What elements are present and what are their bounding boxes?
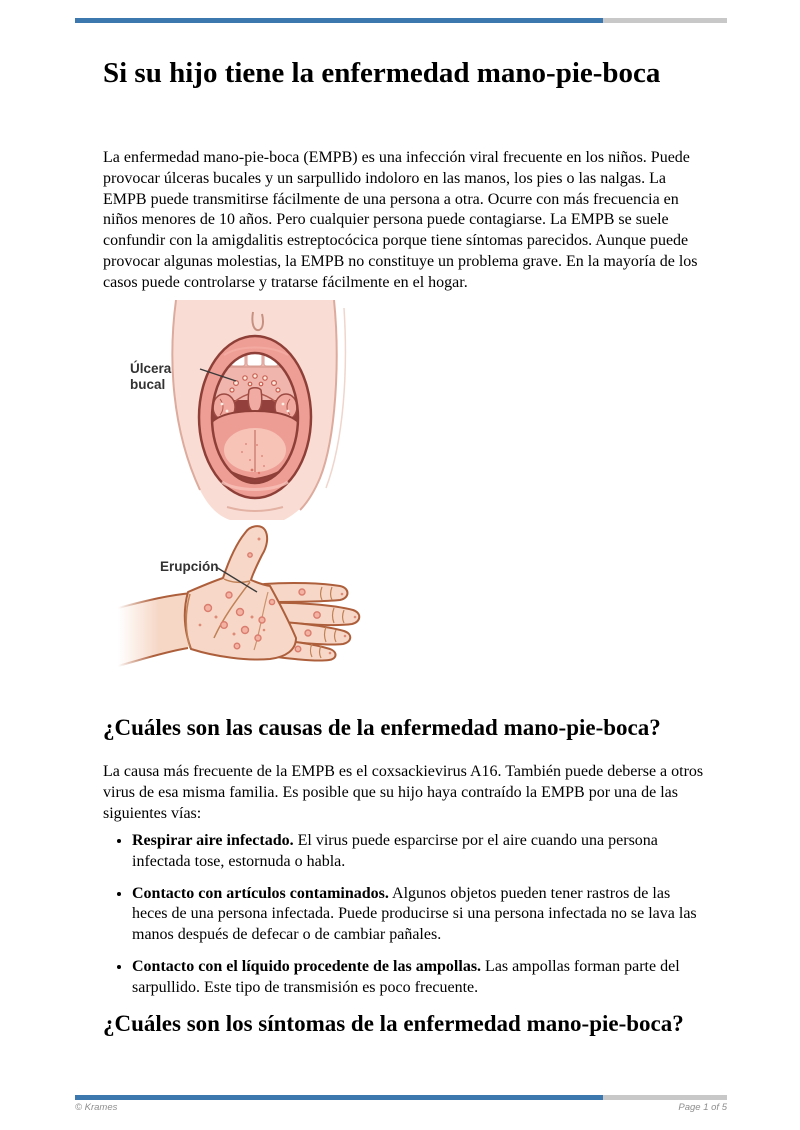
- mouth-ulcer-label-line1: Úlcera: [130, 361, 172, 376]
- mouth-illustration-svg: [112, 300, 442, 520]
- footer-divider-blue-segment: [75, 1095, 603, 1100]
- uvula: [248, 388, 262, 412]
- causes-paragraph: La causa más frecuente de la EMPB es el coxsackievirus A16. También puede deberse a otros virus de esa misma familia. Es posible que su hijo haya contraído la EMPB por una de las siguientes vías:: [103, 763, 704, 822]
- page-footer: [75, 1102, 727, 1113]
- intro-paragraph: La enfermedad mano-pie-boca (EMPB) es una infección viral frecuente en los niños. Puede provocar úlceras bucales y un sarpullido indoloro en las manos, los pies o las nalgas. La EMPB puede transmitirse fácilmente de una persona a otra. Ocurre con más frecuencia en niños menores de 10 años. Pero cualquier persona puede contagiarse. La EMPB se suele confundir con la amigdalitis estreptocócica porque tiene síntomas parecidos. Aunque puede provocar algunas molestias, la EMPB no constituye un problema grave. En la mayoría de los casos puede controlarse y tratarse fácilmente en el hogar.: [103, 149, 698, 291]
- transmission-bullet-list: [103, 831, 709, 1010]
- list-item-text: Algunos objetos pueden tener rastros de las heces de una persona infectada. Puede producirse si una persona infectada no se lava las manos después de defecar o de cambiar pañales.: [132, 884, 697, 944]
- page-number-text: Page 1 of 5: [678, 1102, 727, 1113]
- mouth-ulcer-label-line2: bucal: [130, 377, 166, 392]
- list-item-lead: Respirar aire infectado.: [132, 832, 294, 849]
- symptoms-section-heading: ¿Cuáles son los síntomas de la enfermedad mano-pie-boca?: [103, 1011, 684, 1036]
- hand-illustration-svg: [112, 522, 442, 672]
- list-item-infected-air: [132, 831, 709, 873]
- causes-section-heading: ¿Cuáles son las causas de la enfermedad mano-pie-boca?: [103, 715, 661, 740]
- page-title: Si su hijo tiene la enfermedad mano-pie-boca: [103, 57, 661, 89]
- list-item-blister-fluid: [132, 957, 709, 999]
- top-divider-bar: [75, 18, 727, 23]
- hand-rash-label: Erupción: [160, 559, 219, 574]
- top-divider-blue-segment: [75, 18, 603, 23]
- list-item-lead: Contacto con el líquido procedente de las ampollas.: [132, 957, 482, 975]
- list-item-text: Las ampollas forman parte del sarpullido. Este tipo de transmisión es poco frecuente.: [132, 957, 680, 996]
- mouth-ulcer-illustration: [112, 300, 442, 520]
- list-item-contaminated-objects: [132, 884, 709, 946]
- copyright-text: © Krames: [75, 1102, 118, 1113]
- footer-divider-gray-segment: [603, 1095, 727, 1100]
- hand-rash-illustration: [112, 522, 442, 672]
- list-item-lead: Contacto con artículos contaminados.: [132, 884, 389, 902]
- list-item-text: El virus puede esparcirse por el aire cuando una persona infectada tose, estornuda o habla.: [132, 832, 658, 870]
- top-divider-gray-segment: [603, 18, 727, 23]
- footer-divider-bar: [75, 1095, 727, 1100]
